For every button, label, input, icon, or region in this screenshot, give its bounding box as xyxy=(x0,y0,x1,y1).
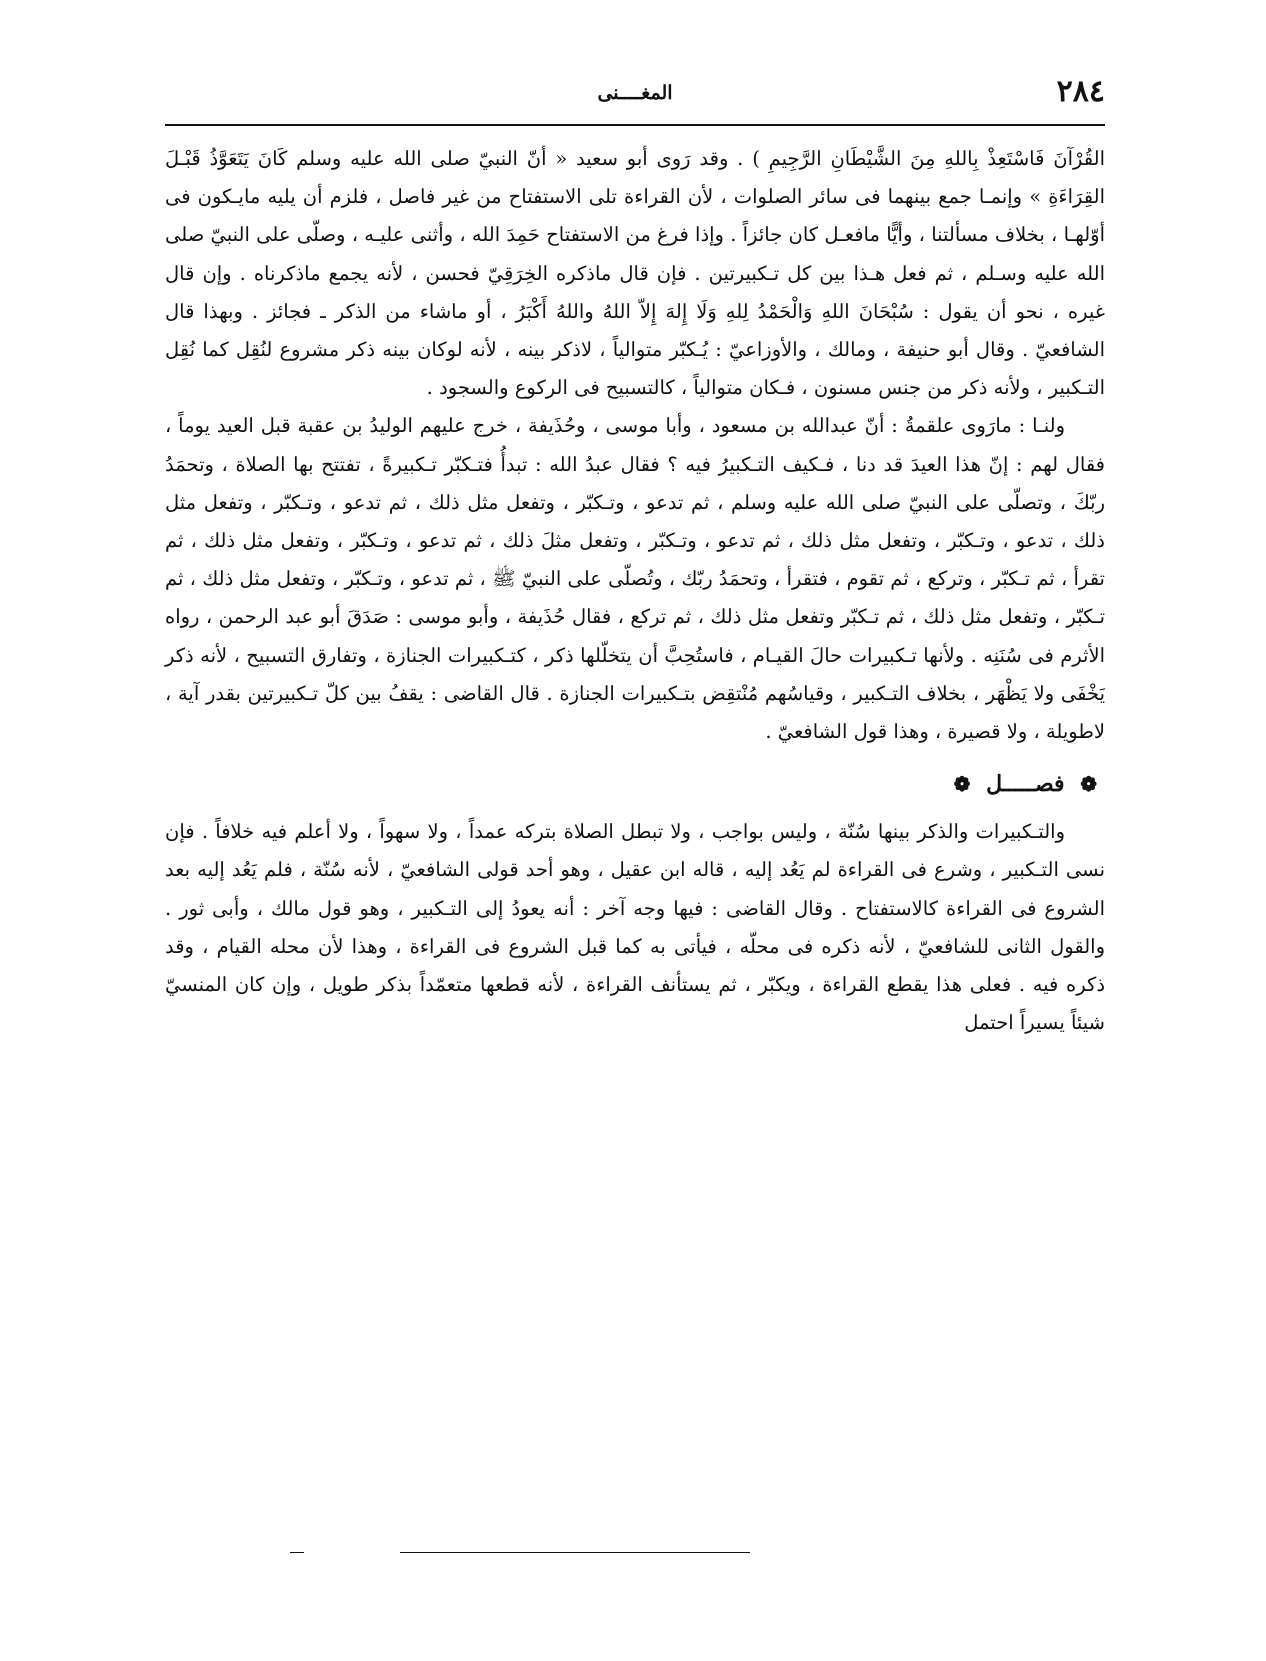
header-rule xyxy=(165,124,1105,126)
ornament-right-icon: ❁ xyxy=(1080,772,1097,797)
book-page xyxy=(165,74,1105,1618)
page-body xyxy=(165,140,1105,1042)
section-title: فصـــــل xyxy=(986,771,1065,798)
paragraph-1: القُرْآنَ فَاسْتَعِذْ بِاللهِ مِنَ الشَّيْطَانِ الرَّجِيمِ ) . وقد رَوى أبو سعيد « أنّ النبيّ صلى الله عليه وسلم كَانَ يَتَعَوَّذُ قَبْـلَ القِرَاءَةِ » وإنمـا جمع بينهما فى سائر الصلوات ، لأن القراءة تلى الاستفتاح من غير فاصل ، فلزم أن يليه مايـكون فى أوّلهـا ، بخلاف مسألتنا ، وأيًّا مافعـل كان جائزاً . وإذا فرغ من الاستفتاح حَمِدَ الله ، وأثنى عليـه ، وصلّى على النبيّ صلى الله عليه وسـلم ، ثم فعل هـذا بين كل تـكبيرتين . فإن قال ماذكره الخِرَقِيّ فحسن ، لأنه يجمع ماذكرناه . وإن قال غيره ، نحو أن يقول : سُبْحَانَ اللهِ وَالْحَمْدُ لِلهِ وَلَا إِلهَ إِلاّ اللهُ واللهُ أَكْبَرُ ، أو ماشاء من الذكر ـ فجائز . وبهذا قال الشافعيّ . وقال أبو حنيفة ، ومالك ، والأوزاعيّ : يُـكبّر متوالياً ، لاذكر بينه ، لأنه لوكان بينه ذكر مشروع لنُقِل كما نُقِل التـكبير ، ولأنه ذكر من جنس مسنون ، فـكان متوالياً ، كالتسبيح فى الركوع والسجود . xyxy=(165,147,1105,400)
footer-rule xyxy=(400,1552,750,1553)
section-paragraph: والتـكبيرات والذكر بينها سُنّة ، وليس بواجب ، ولا تبطل الصلاة بتركه عمداً ، ولا سهواً ، ولا أعلم فيه خلافاً . فإن نسى التـكبير ، وشرع فى القراءة لم يَعُد إليه ، قاله ابن عقيل ، وهو أحد قولى الشافعيّ ، لأنه سُنّة ، فلم يَعُد إليه بعد الشروع فى القراءة كالاستفتاح . وقال القاضى : فيها وجه آخر : أنه يعودُ إلى التـكبير ، وهو قول مالك ، وأبى ثور . والقول الثانى للشافعيّ ، لأنه ذكره فى محلّه ، فيأتى به كما قبل الشروع فى القراءة ، وهذا لأن محله القيام ، وقد ذكره فيه . فعلى هذا يقطع القراءة ، ويكبّر ، ثم يستأنف القراءة ، لأنه قطعها متعمّداً بذكر طويل ، وإن كان المنسيّ شيئاً يسيراً احتمل xyxy=(165,820,1105,1035)
page-header xyxy=(165,74,1105,122)
page-number: ٢٨٤ xyxy=(1056,74,1105,109)
paragraph-2: ولنـا : مارَوى علقمةُ : أنّ عبدالله بن مسعود ، وأبا موسى ، وحُذَيفة ، خرج عليهم الوليدُ بن عقبة قبل العيد يوماً ، فقال لهم : إنّ هذا العيدَ قد دنا ، فـكيف التـكبيرُ فيه ؟ فقال عبدُ الله : تبدأُ فتـكبّر تـكبيرةً ، تفتتح بها الصلاة ، وتحمَدُ ربّكَ ، وتصلّى على النبيّ صلى الله عليه وسلم ، ثم تدعو ، وتـكبّر ، وتفعل مثل ذلك ، ثم تدعو ، وتـكبّر ، وتفعل مثل ذلك ، تدعو ، وتـكبّر ، وتفعل مثل ذلك ، ثم تدعو ، وتـكبّر ، وتفعل مثلَ ذلك ، ثم تدعو ، وتـكبّر ، وتفعل مثل ذلك ، ثم تقرأ ، ثم تـكبّر ، وتركع ، ثم تقوم ، فتقرأ ، وتحمَدُ ربّك ، وتُصلّى على النبيّ ﷺ ، ثم تدعو ، وتـكبّر ، وتفعل مثل ذلك ، ثم تـكبّر ، وتفعل مثل ذلك ، ثم تـكبّر وتفعل مثل ذلك ، ثم تركع ، فقال حُذَيفة ، وأبو موسى : صَدَقَ أبو عبد الرحمن ، رواه الأثرم فى سُنَنِه . ولأنها تـكبيرات حالَ القيـام ، فاستُحِبَّ أن يتخلّلها ذكر ، كتـكبيرات الجنازة ، وتفارق التسبيح ، لأنه ذكر يَخْفَى ولا يَظْهَر ، بخلاف التـكبير ، وقياسُهم مُنْتقِض بتـكبيرات الجنازة . قال القاضى : يقفُ بين كلّ تـكبيرتين بقدر آية ، لاطويلة ، ولا قصيرة ، وهذا قول الشافعيّ . xyxy=(165,414,1105,744)
ornament-left-icon: ❁ xyxy=(953,772,971,797)
section-heading xyxy=(165,765,1105,803)
footer-dash xyxy=(290,1552,304,1553)
running-title: المغــــنى xyxy=(597,82,673,104)
